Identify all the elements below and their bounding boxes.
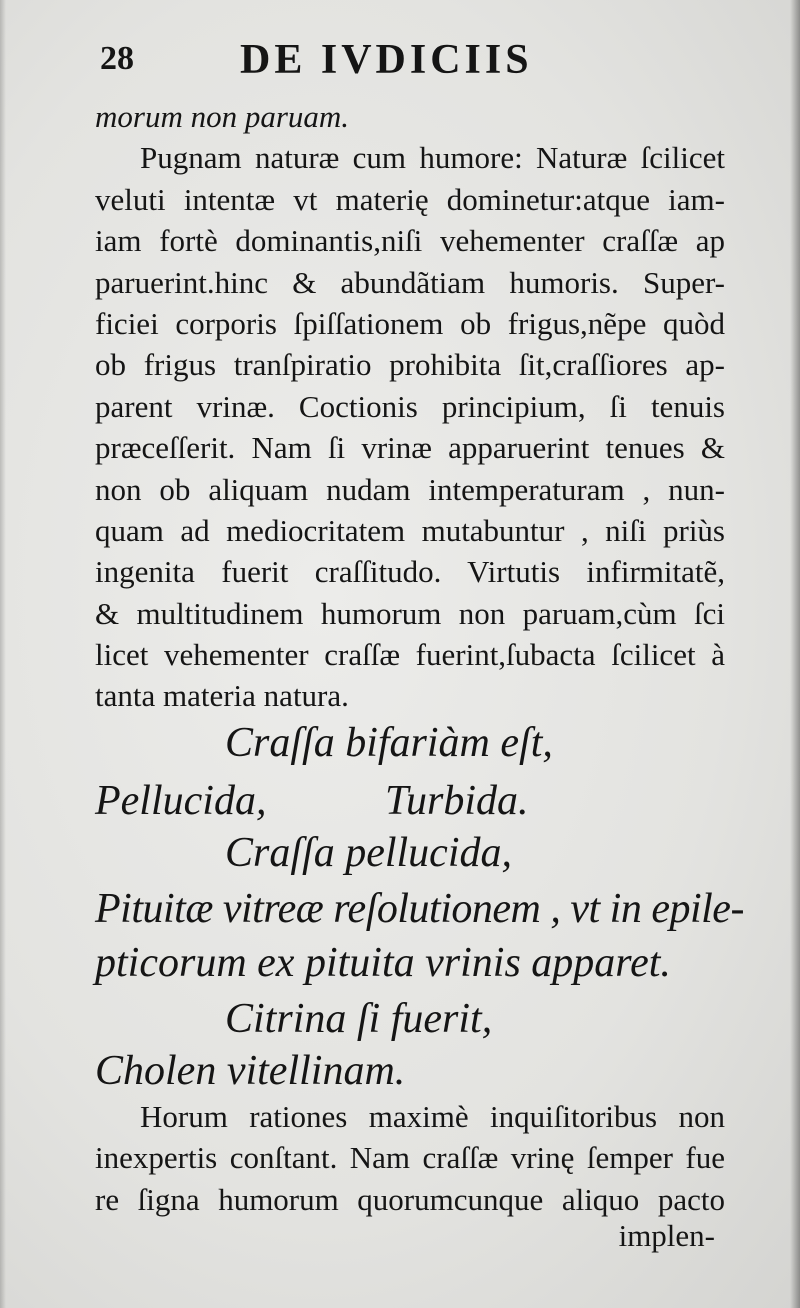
text-line: præceſſerit. Nam ſi vrinæ apparuerint tenues &	[95, 430, 725, 466]
page-edge-right	[790, 0, 800, 1308]
text-line: Pugnam naturæ cum humore: Naturæ ſcilicet	[140, 140, 725, 176]
text-line: iam fortè dominantis,niſi vehementer craſſæ ap	[95, 223, 725, 259]
catchword: implen-	[618, 1218, 715, 1253]
text-line: inexpertis conſtant. Nam craſſæ vrinę ſemper fue	[95, 1140, 725, 1176]
verse-line: Pituitæ vitreæ reſolutionem , vt in epile-	[95, 886, 744, 932]
running-head: DE IVDICIIS	[240, 37, 533, 83]
text-line: tanta materia natura.	[95, 678, 349, 714]
verse-line: Citrina ſi fuerit,	[225, 996, 493, 1042]
text-line: quam ad mediocritatem mutabuntur , niſi priùs	[95, 512, 725, 548]
page-edge-left	[0, 0, 6, 1308]
verse-left: Pellucida,	[95, 778, 267, 824]
page-header	[100, 34, 740, 94]
verse-line: Craſſa bifariàm eſt,	[225, 720, 553, 766]
text-line: ficiei corporis ſpiſſationem ob frigus,nẽpe quòd	[95, 305, 725, 341]
verse-line: pticorum ex pituita vrinis apparet.	[95, 940, 671, 986]
text-line: paruerint.hinc & abundãtiam humoris. Super-	[95, 264, 725, 300]
verse-line: Craſſa pellucida,	[225, 830, 512, 876]
body-text-2	[95, 1096, 725, 1220]
text-line: non ob aliquam nudam intemperaturam , nun-	[95, 471, 725, 507]
text-line: licet vehementer craſſæ fuerint,ſubacta ſcilicet à	[95, 637, 725, 673]
text-line: veluti intentæ vt materię dominetur:atque iam-	[95, 181, 725, 217]
continuation-line: morum non paruam.	[95, 99, 350, 134]
page-number: 28	[100, 40, 134, 77]
text-line: & multitudinem humorum non paruam,cùm ſci	[95, 595, 725, 631]
body-text	[95, 96, 725, 717]
text-line: ingenita fuerit craſſitudo. Virtutis infirmitatẽ,	[95, 554, 725, 590]
text-line: re ſigna humorum quorumcunque aliquo pacto	[95, 1181, 725, 1217]
text-line: ob frigus tranſpiratio prohibita ſit,craſſiores ap-	[95, 347, 725, 383]
text-line: parent vrinæ. Coctionis principium, ſi tenuis	[95, 388, 725, 424]
verse-line: Cholen vitellinam.	[95, 1048, 406, 1094]
verse-right: Turbida.	[385, 778, 529, 824]
text-line: Horum rationes maximè inquiſitoribus non	[140, 1099, 725, 1134]
verse-split	[95, 776, 735, 826]
